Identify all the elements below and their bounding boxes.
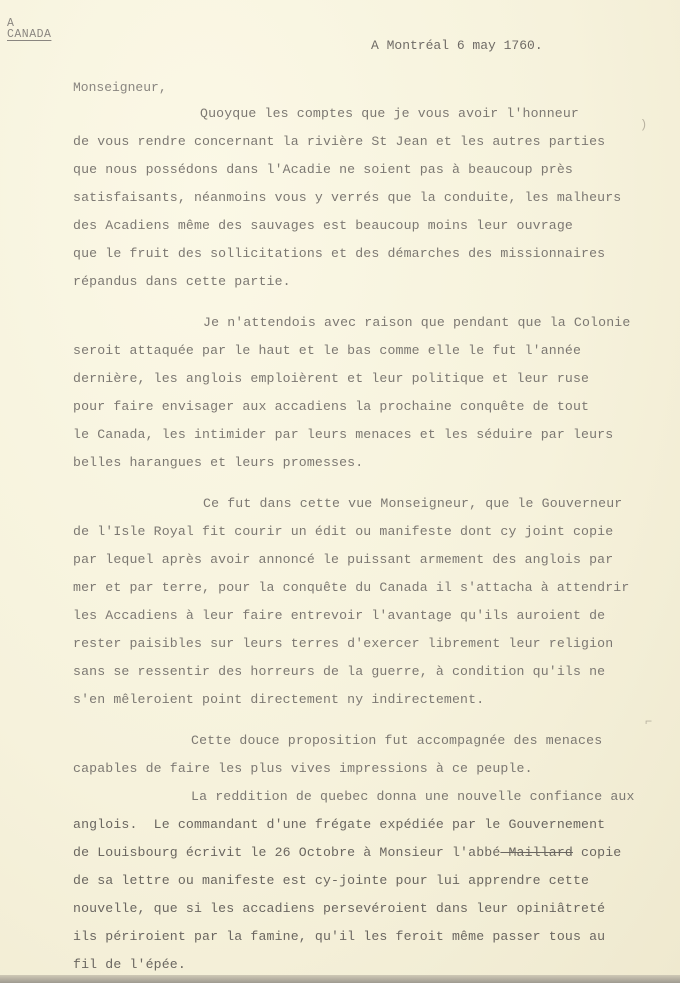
text-line: Je n'attendois avec raison que pendant que la Colonie xyxy=(203,315,631,330)
page-bottom-edge xyxy=(0,975,680,983)
text-line: sans se ressentir des horreurs de la guerre, à condition qu'ils ne xyxy=(73,664,606,679)
text-line: seroit attaquée par le haut et le bas comme elle le fut l'année xyxy=(73,343,582,358)
text-line: Quoyque les comptes que je vous avoir l'honneur xyxy=(200,106,579,121)
text-line: fil de l'épée. xyxy=(73,957,186,972)
text-line: satisfaisants, néanmoins vous y verrés que la conduite, les malheurs xyxy=(73,190,622,205)
header-label-a: A xyxy=(7,17,15,30)
text-line: de sa lettre ou manifeste est cy-jointe pour lui apprendre cette xyxy=(73,873,590,888)
text-line: nouvelle, que si les accadiens persevéroient dans leur opiniâtreté xyxy=(73,901,606,916)
after-struck-word: copie xyxy=(572,845,622,860)
text-line: s'en mêleroient point directement ny indirectement. xyxy=(73,692,485,707)
text-line: Ce fut dans cette vue Monseigneur, que le Gouverneur xyxy=(203,496,623,511)
text-line: de vous rendre concernant la rivière St Jean et les autres parties xyxy=(73,134,606,149)
text-line: que le fruit des sollicitations et des démarches des missionnaires xyxy=(73,246,606,261)
text-line: dernière, les anglois emploièrent et leur politique et leur ruse xyxy=(73,371,590,386)
text-line: belles harangues et leurs promesses. xyxy=(73,455,364,470)
text-line: les Accadiens à leur faire entrevoir l'avantage qu'ils auroient de xyxy=(73,608,606,623)
text-line: pour faire envisager aux accadiens la prochaine conquête de tout xyxy=(73,399,590,414)
text-line: La reddition de quebec donna une nouvelle confiance aux xyxy=(191,789,635,804)
margin-mark: ⌐ xyxy=(645,715,653,729)
text-line: mer et par terre, pour la conquête du Canada il s'attacha à attendrir xyxy=(73,580,630,595)
struck-word: Maillard xyxy=(500,845,573,860)
text-line: de l'Isle Royal fit courir un édit ou manifeste dont cy joint copie xyxy=(73,524,614,539)
text-line: ils périroient par la famine, qu'il les feroit même passer tous au xyxy=(73,929,606,944)
margin-mark: ) xyxy=(640,118,648,132)
text-line: par lequel après avoir annoncé le puissant armement des anglois par xyxy=(73,552,614,567)
text-line: que nous possédons dans l'Acadie ne soient pas à beaucoup près xyxy=(73,162,573,177)
text-line: de Louisbourg écrivit le 26 Octobre à Monsieur l'abbé Maillard copie xyxy=(73,845,622,860)
dateline: A Montréal 6 may 1760. xyxy=(371,38,543,53)
salutation: Monseigneur, xyxy=(73,80,167,95)
text-line: rester paisibles sur leurs terres d'exercer librement leur religion xyxy=(73,636,614,651)
text-line: anglois. Le commandant d'une frégate expédiée par le Gouvernement xyxy=(73,817,606,832)
header-label-canada: CANADA xyxy=(7,28,52,41)
text-line: répandus dans cette partie. xyxy=(73,274,291,289)
text-line: capables de faire les plus vives impressions à ce peuple. xyxy=(73,761,533,776)
text-line: le Canada, les intimider par leurs menaces et les séduire par leurs xyxy=(73,427,614,442)
text-line: Cette douce proposition fut accompagnée des menaces xyxy=(191,733,603,748)
text-line: des Acadiens même des sauvages est beaucoup moins leur ouvrage xyxy=(73,218,573,233)
